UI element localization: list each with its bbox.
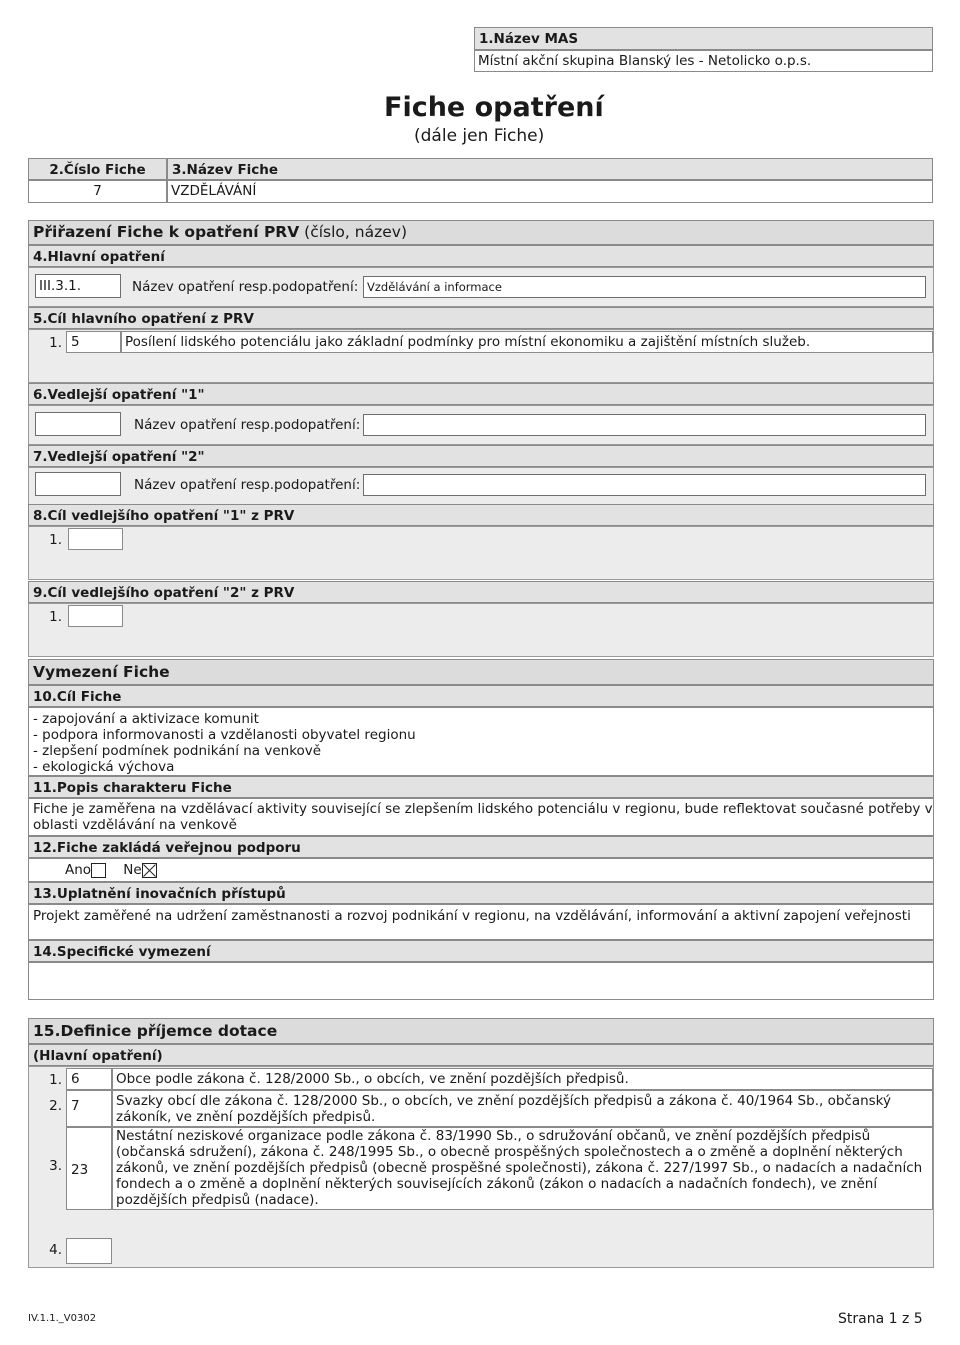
fiche-name-value: VZDĚLÁVÁNÍ <box>167 180 933 203</box>
goal-line: - podpora informovanosti a vzdělanosti obyvatel regionu <box>33 727 416 743</box>
side1-goal-num: 1. <box>49 532 62 548</box>
fiche-number-value <box>28 180 167 203</box>
definition-title: Vymezení Fiche <box>28 659 934 685</box>
main-goal-text: Posílení lidského potenciálu jako základní podmínky pro místní ekonomiku a zajištění místních služeb. <box>121 331 933 353</box>
main-measure-label: 4.Hlavní opatření <box>28 245 934 267</box>
main-measure-name-label: Název opatření resp.podopatření: <box>132 279 359 295</box>
recipient-text <box>112 1090 933 1127</box>
no-checkbox[interactable] <box>142 863 157 878</box>
spec-text <box>28 962 934 1000</box>
page-title: Fiche opatření <box>384 92 604 123</box>
goal-text <box>28 707 934 776</box>
side2-name-field[interactable] <box>363 474 926 496</box>
recipient-line: Obce podle zákona č. 128/2000 Sb., o obcích, ve znění pozdějších předpisů. <box>116 1071 629 1087</box>
char-text <box>28 798 934 836</box>
recipient-num: 1. <box>49 1072 62 1088</box>
goal-line: - zapojování a aktivizace komunit <box>33 711 259 727</box>
side1-goal-code[interactable] <box>68 528 123 550</box>
recipients-title: 15.Definice příjemce dotace <box>28 1018 934 1044</box>
side2-name-label: Název opatření resp.podopatření: <box>134 477 361 493</box>
recipient-code: 6 <box>66 1068 112 1090</box>
fiche-number-label <box>28 158 167 180</box>
recipient-code: 23 <box>66 1127 112 1210</box>
assignment-title-suffix: (číslo, název) <box>299 223 407 241</box>
recipient-code: 7 <box>66 1090 112 1127</box>
char-line-2: oblasti vzdělávání na venkově <box>33 817 237 833</box>
goal-line: - zlepšení podmínek podnikání na venkově <box>33 743 322 759</box>
main-goal-num: 1. <box>49 335 62 351</box>
goal-label: 10.Cíl Fiche <box>28 685 934 707</box>
yes-checkbox[interactable] <box>91 863 106 878</box>
fiche-number-text: 7 <box>93 183 102 199</box>
recipient-line: (občanská sdružení), zákona č. 248/1995 Sb., o obecně prospěšných společnostech a o změně a doplnění některých <box>116 1144 903 1160</box>
recipients-subtitle: (Hlavní opatření) <box>28 1044 934 1066</box>
main-measure-code[interactable]: III.3.1. <box>35 274 121 298</box>
side1-name-label: Název opatření resp.podopatření: <box>134 417 361 433</box>
recipient-num: 2. <box>49 1098 62 1114</box>
goal-line: - ekologická výchova <box>33 759 175 775</box>
recipient-code[interactable] <box>66 1238 112 1264</box>
no-label: Ne <box>123 862 142 878</box>
side1-code-field[interactable] <box>35 412 121 436</box>
recipient-line: zákoník, ve znění pozdějších předpisů. <box>116 1109 376 1125</box>
innov-text: Projekt zaměřené na udržení zaměstnanosti a rozvoj podnikání v regionu, na vzdělávání, informování a aktivní zapojení veřejnosti <box>28 904 934 940</box>
recipient-line: pozdějších předpisů (nadace). <box>116 1192 319 1208</box>
char-line-1: Fiche je zaměřena na vzdělávací aktivity související se zlepšením lidského potenciálu v regionu, bude reflektovat současné potřeby v <box>33 801 933 817</box>
mas-label: 1.Název MAS <box>474 27 933 50</box>
recipient-line: zákonů, ve znění pozdějších předpisů (obecně prospěšné společnosti), zákona č. 227/1997 Sb., o nadacích a nadačních <box>116 1160 923 1176</box>
support-row <box>28 858 934 882</box>
side2-code-field[interactable] <box>35 472 121 496</box>
footer-code: IV.1.1._V0302 <box>28 1313 97 1324</box>
main-goal-code: 5 <box>66 331 121 353</box>
char-label: 11.Popis charakteru Fiche <box>28 776 934 798</box>
mas-value: Místní akční skupina Blanský les - Netolicko o.p.s. <box>474 50 933 72</box>
recipient-text <box>112 1127 933 1210</box>
main-goal-label: 5.Cíl hlavního opatření z PRV <box>28 307 934 329</box>
recipient-line: Nestátní neziskové organizace podle zákona č. 83/1990 Sb., o sdružování občanů, ve znění pozdějších předpisů <box>116 1128 871 1144</box>
side1-name-field[interactable] <box>363 414 926 436</box>
recipient-line: fondech a o změně a doplnění některých souvisejících zákonů (zákon o nadacích a nadačních fondech), ve znění <box>116 1176 878 1192</box>
innov-label: 13.Uplatnění inovačních přístupů <box>28 882 934 904</box>
support-label: 12.Fiche zakládá veřejnou podporu <box>28 836 934 858</box>
side2-goal-row <box>28 603 934 657</box>
yes-label: Ano <box>65 862 92 878</box>
recipient-num: 4. <box>49 1242 62 1258</box>
recipient-text <box>112 1068 933 1090</box>
footer-page: Strana 1 z 5 <box>838 1311 923 1327</box>
side1-label: 6.Vedlejší opatření "1" <box>28 383 934 405</box>
assignment-header <box>28 220 934 245</box>
side2-label: 7.Vedlejší opatření "2" <box>28 445 934 467</box>
side1-goal-label: 8.Cíl vedlejšího opatření "1" z PRV <box>28 504 934 526</box>
spec-label: 14.Specifické vymezení <box>28 940 934 962</box>
fiche-number-label-text: 2.Číslo Fiche <box>49 162 146 178</box>
side2-goal-code[interactable] <box>68 605 123 627</box>
recipient-line: Svazky obcí dle zákona č. 128/2000 Sb., o obcích, ve znění pozdějších předpisů a zákona č. 40/1964 Sb., občanský <box>116 1093 892 1109</box>
side2-goal-num: 1. <box>49 609 62 625</box>
assignment-title: Přiřazení Fiche k opatření PRV <box>33 223 300 241</box>
side1-goal-row <box>28 526 934 580</box>
main-measure-name-field[interactable]: Vzdělávání a informace <box>363 276 926 298</box>
recipient-num: 3. <box>49 1158 62 1174</box>
side2-goal-label: 9.Cíl vedlejšího opatření "2" z PRV <box>28 581 934 603</box>
page-subtitle: (dále jen Fiche) <box>414 126 545 146</box>
fiche-name-label: 3.Název Fiche <box>167 158 933 180</box>
